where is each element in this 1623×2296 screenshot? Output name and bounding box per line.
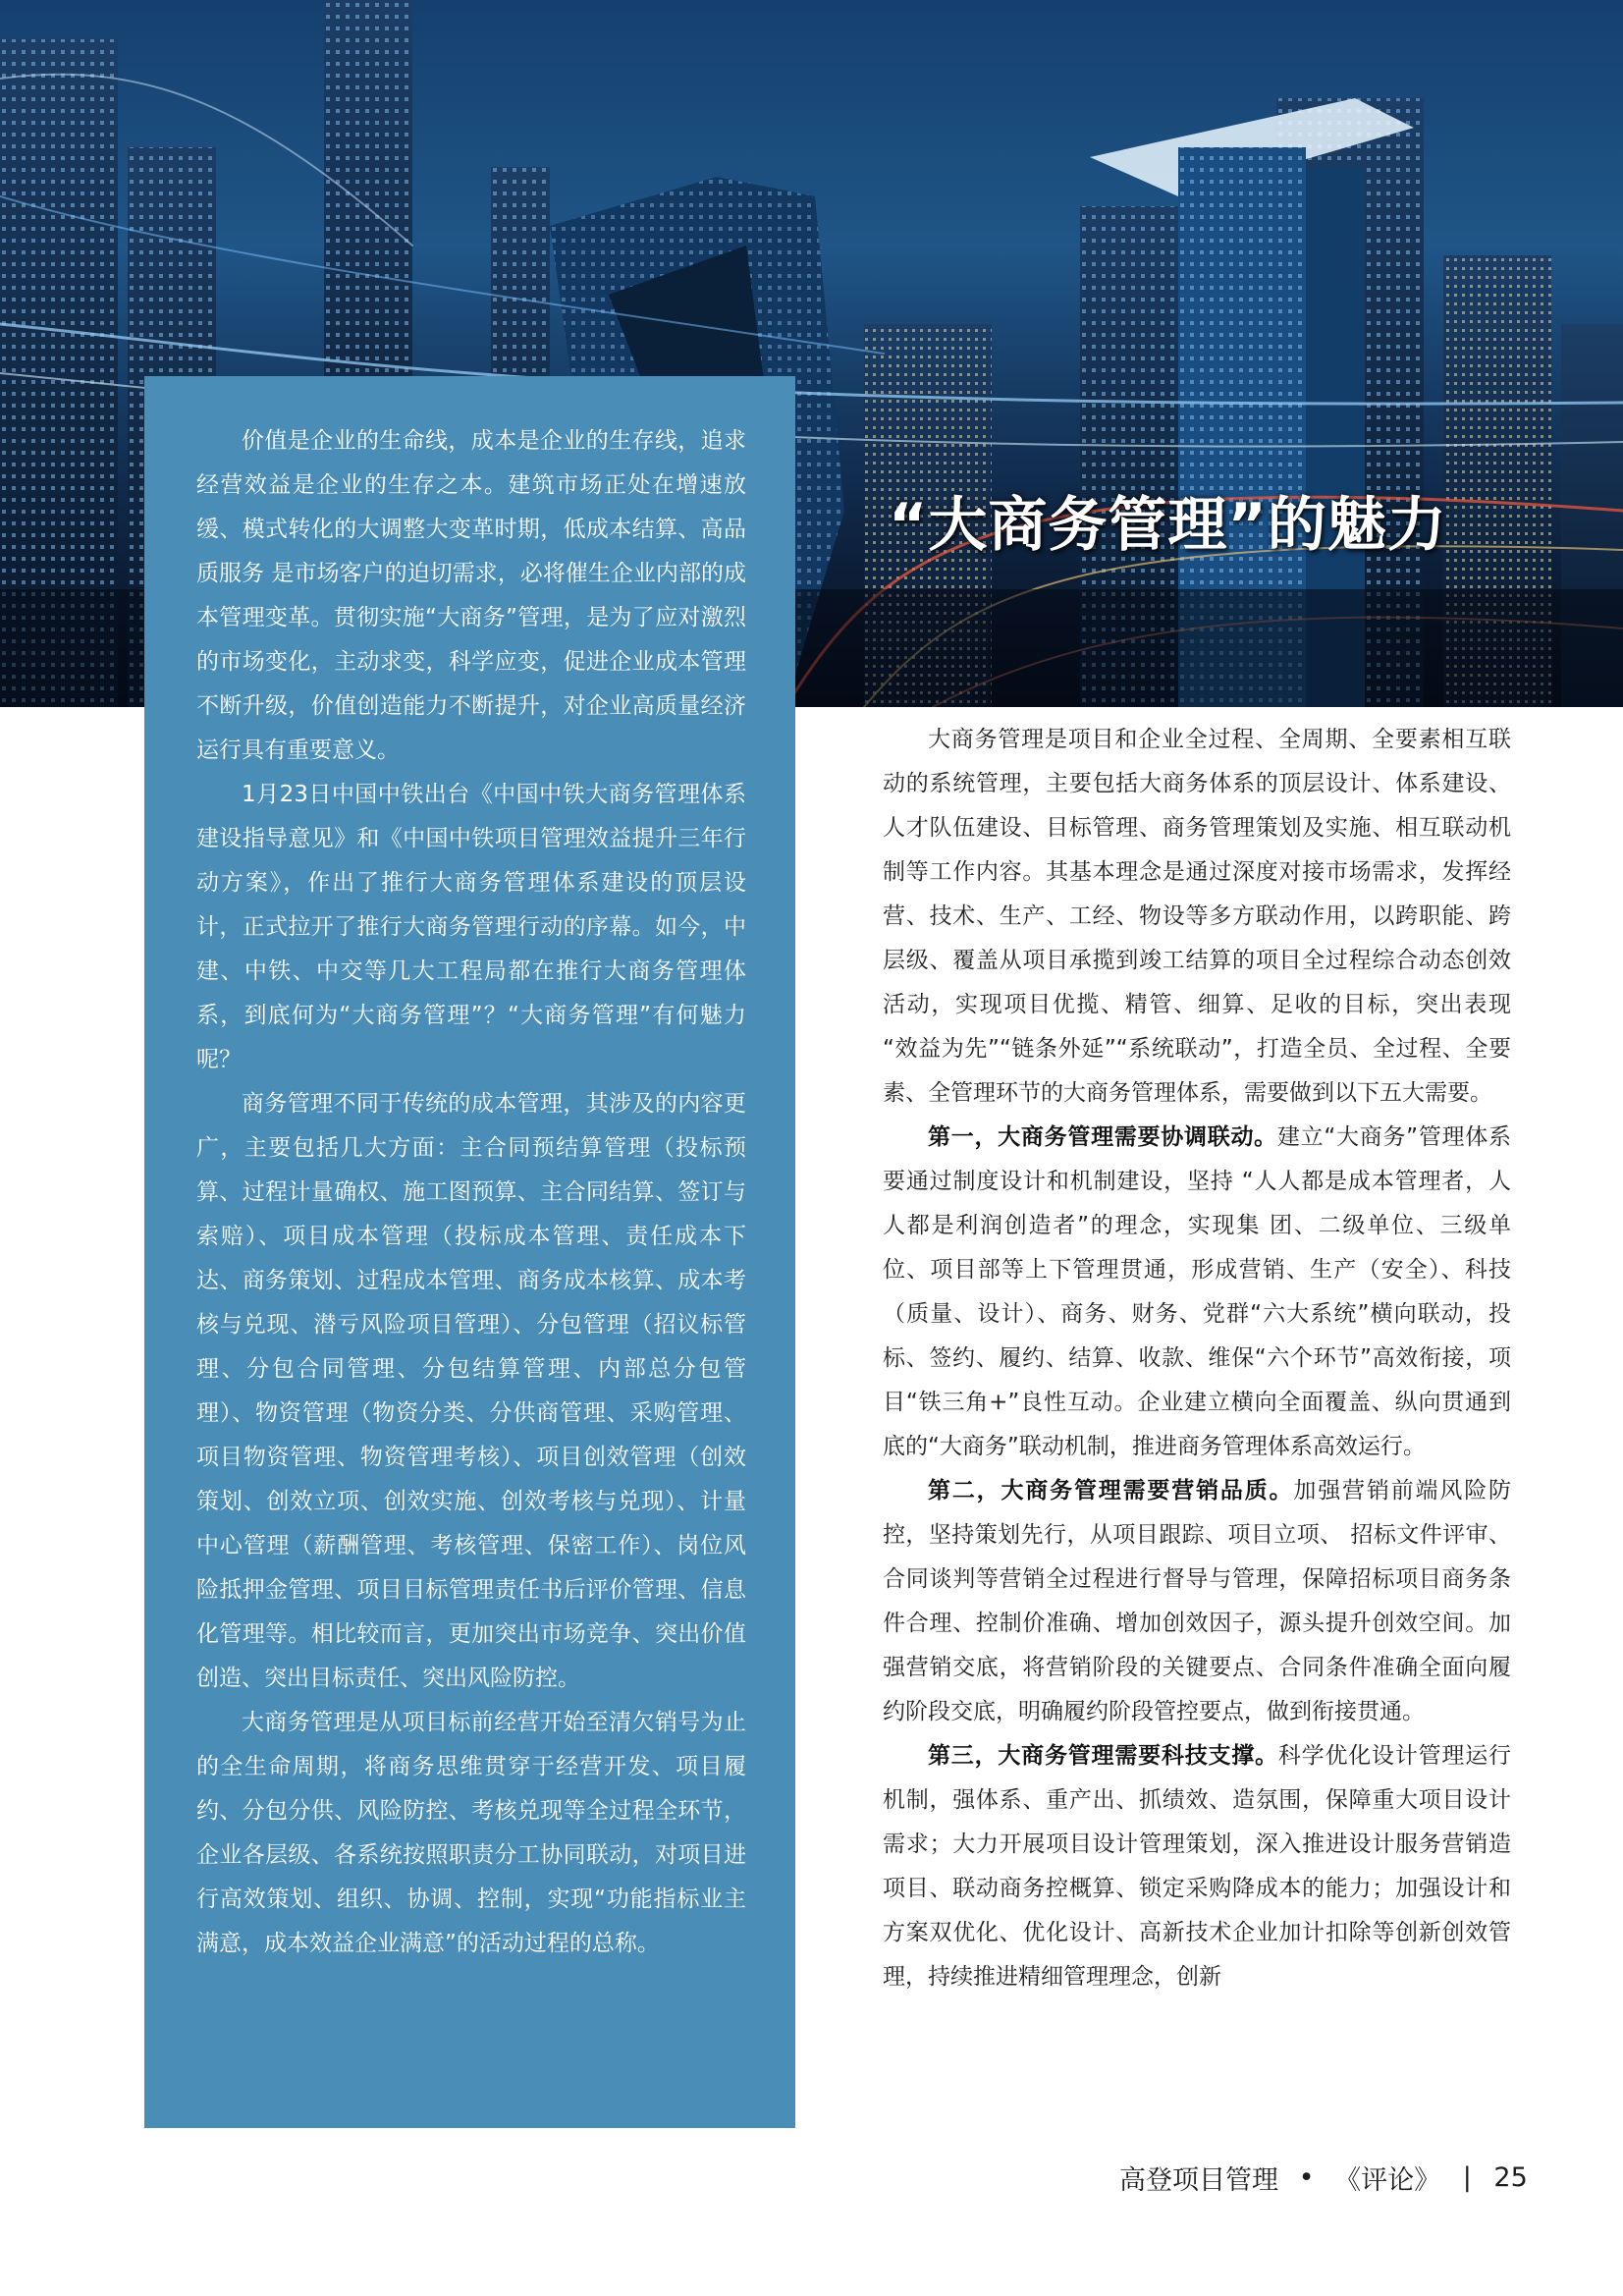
- body-paragraph: 大商务管理是项目和企业全过程、全周期、全要素相互联动的系统管理，主要包括大商务体系的顶层设计、体系建设、人才队伍建设、目标管理、商务管理策划及实施、相互联动机制等工作内容。其基本理念是通过深度对接市场需求，发挥经营、技术、生产、工经、物设等多方联动作用，以跨职能、跨层级、覆盖从项目承揽到竣工结算的项目全过程综合动态创效活动，实现项目优揽、精管、细算、足收的目标，突出表现 “效益为先”“链条外延”“系统联动”，打造全员、全过程、全要素、全管理环节的大商务管理体系，需要做到以下五大需要。: [883, 727, 1511, 1106]
- section-name: 《评论》: [1334, 2165, 1441, 2196]
- footer-separator: |: [1462, 2162, 1472, 2193]
- section-text: 科学优化设计管理运行机制，强体系、重产出、抓绩效、造氛围，保障重大项目设计需求；大力开展项目设计管理策划，深入推进设计服务营销造项目、联动商务控概算、锁定采购降成本的能力；加强设计和方案双优化、优化设计、高新技术企业加计扣除等创新创效管理，持续推进精细管理理念，创新: [883, 1743, 1512, 1990]
- intro-box: [144, 376, 795, 2128]
- article-title: “大商务管理”的魅力: [889, 491, 1447, 560]
- body-paragraph: [883, 1469, 1511, 1734]
- page-number: 25: [1493, 2162, 1528, 2193]
- intro-text: [196, 419, 746, 1966]
- intro-paragraph: 价值是企业的生命线，成本是企业的生存线，追求经营效益是企业的生存之本。建筑市场正处在增速放缓、模式转化的大调整大变革时期，低成本结算、高品质服务 是市场客户的迫切需求，必将催生企业内部的成本管理变革。贯彻实施“大商务”管理，是为了应对激烈的市场变化，主动求变，科学应变，促进企业成本管理不断升级，价值创造能力不断提升，对企业高质量经济运行具有重要意义。: [196, 428, 746, 763]
- section-heading: 第二，大商务管理需要营销品质。: [928, 1478, 1294, 1503]
- intro-paragraph: 商务管理不同于传统的成本管理，其涉及的内容更广，主要包括几大方面：主合同预结算管理（投标预算、过程计量确权、施工图预算、主合同结算、签订与索赔）、项目成本管理（投标成本管理、责任成本下达、商务策划、过程成本管理、商务成本核算、成本考核与兑现、潜亏风险项目管理）、分包管理（招议标管理、分包合同管理、分包结算管理、内部总分包管理）、物资管理（物资分类、分供商管理、采购管理、项目物资管理、物资管理考核）、项目创效管理（创效策划、创效立项、创效实施、创效考核与兑现）、计量中心管理（薪酬管理、考核管理、保密工作）、岗位风险抵押金管理、项目目标管理责任书后评价管理、信息化管理等。相比较而言，更加突出市场竞争、突出价值创造、突出目标责任、突出风险防控。: [196, 1091, 746, 1691]
- section-text: 加强营销前端风险防控，坚持策划先行，从项目跟踪、项目立项、 招标文件评审、合同谈判等营销全过程进行督导与管理，保障招标项目商务条件合理、控制价准确、增加创效因子，源头提升创效空间。加强营销交底，将营销阶段的关键要点、合同条件准确全面向履约阶段交底，明确履约阶段管控要点，做到衔接贯通。: [883, 1478, 1512, 1724]
- footer-dot: •: [1298, 2162, 1315, 2193]
- intro-paragraph: 大商务管理是从项目标前经营开始至清欠销号为止的全生命周期，将商务思维贯穿于经营开发、项目履约、分包分供、风险防控、考核兑现等全过程全环节，企业各层级、各系统按照职责分工协同联动，对项目进行高效策划、组织、协调、控制，实现“功能指标业主满意，成本效益企业满意”的活动过程的总称。: [196, 1710, 746, 1956]
- intro-paragraph: 1月23日中国中铁出台《中国中铁大商务管理体系建设指导意见》和《中国中铁项目管理效益提升三年行动方案》，作出了推行大商务管理体系建设的顶层设计，正式拉开了推行大商务管理行动的序幕。如今，中建、中铁、中交等几大工程局都在推行大商务管理体系，到底何为“大商务管理”？“大商务管理”有何魅力呢？: [196, 782, 746, 1072]
- section-heading: 第三，大商务管理需要科技支撑。: [928, 1743, 1278, 1769]
- body-paragraph: [883, 1116, 1511, 1469]
- body-paragraph: [883, 1734, 1511, 1999]
- section-heading: 第一，大商务管理需要协调联动。: [928, 1124, 1277, 1150]
- page-footer: [1119, 2159, 1528, 2198]
- section-text: 建立“大商务”管理体系要通过制度设计和机制建设，坚持 “人人都是成本管理者，人人都是利润创造者”的理念，实现集 团、二级单位、三级单位、项目部等上下管理贯通，形成营销、生产（安全）、科技（质量、设计）、商务、财务、党群“六大系统”横向联动，投标、签约、履约、结算、收款、维保“六个环节”高效衔接，项目“铁三角+”良性互动。企业建立横向全面覆盖、纵向贯通到底的“大商务”联动机制，推进商务管理体系高效运行。: [883, 1124, 1511, 1459]
- body-column: [883, 718, 1511, 1999]
- magazine-name: 高登项目管理: [1119, 2165, 1278, 2196]
